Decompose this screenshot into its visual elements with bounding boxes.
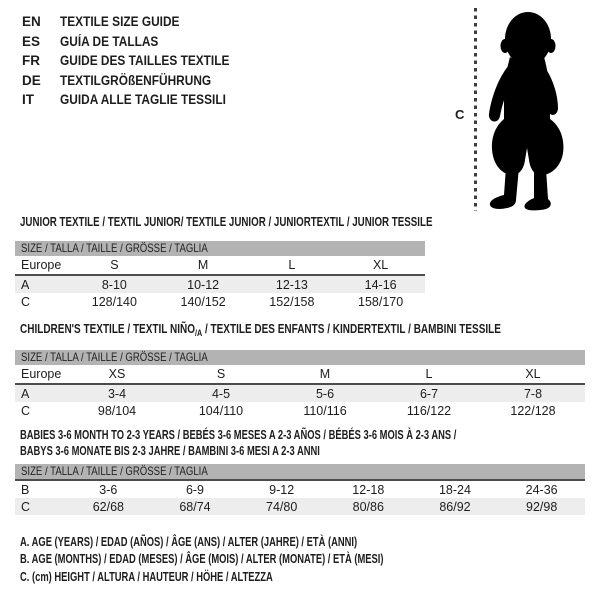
lang-code: DE [22,72,41,88]
cell: 152/158 [269,294,315,309]
column-header-row [15,256,425,275]
cell: 6-7 [377,384,481,402]
cell: 7-8 [481,384,585,402]
row-label: A [15,275,70,293]
table-row-a [15,275,425,293]
lang-label: GUIDA ALLE TAGLIE TESSILI [60,92,226,107]
col-size: XL [481,365,585,384]
cell: 9-12 [269,482,295,497]
cell: 68/74 [152,498,239,515]
childrens-size-table [15,350,585,419]
junior-size-table [15,241,425,310]
legend-footnotes [20,534,505,586]
cell: 158/170 [358,294,404,309]
cell: 3-4 [65,384,169,402]
cell: 62/68 [65,498,152,515]
height-measure-label: C [455,107,465,122]
size-header-label: SIZE / TALLA / TAILLE / GRÖSSE / TAGLIA [21,464,208,478]
col-size: XL [336,256,425,275]
lang-label: GUIDE DES TAILLES TEXTILE [60,53,230,68]
row-label: C [21,403,31,418]
babies-table-title: BABIES 3-6 MONTH TO 2-3 YEARS / BEBÉS 3-6 MESES A 2-3 AÑOS / BÉBÉS 3-6 MOIS À 2-3 ANS / BABYS 3-6 MONATE BIS 2-3 JAHRE / BAMBINI 3-6 MESI A 2-3 ANNI [20,428,457,458]
col-europe: Europe [15,365,65,384]
row-label: C [15,498,65,515]
col-size: L [377,365,481,384]
cell: 6-9 [185,482,205,497]
title-subscript: /A [194,328,203,338]
cell: 86/92 [412,498,499,515]
footnote-a: A. AGE (YEARS) / EDAD (AÑOS) / ÂGE (ANS) / ALTER (JAHRE) / ETÀ (ANNI) [20,535,358,549]
lang-code: EN [22,14,41,29]
size-header-bar [15,464,585,480]
table-row-b [15,480,585,498]
col-size: XS [65,365,169,384]
cell: 4-5 [169,384,273,402]
size-header-bar [15,350,585,365]
column-header-row [15,365,585,384]
table-row-a [15,384,585,402]
col-size: M [273,365,377,384]
lang-code: ES [22,33,41,49]
cell: 122/128 [510,403,556,418]
col-size: L [248,256,337,275]
language-header [22,12,253,110]
lang-row-en [22,12,253,32]
babies-size-table [15,464,585,515]
junior-table-title: JUNIOR TEXTILE / TEXTIL JUNIOR/ TEXTILE JUNIOR / JUNIORTEXTIL / JUNIOR TESSILE [20,214,433,229]
table-row-c [15,402,585,419]
lang-row-de [22,71,253,91]
cell: 18-24 [438,482,471,497]
cell: 110/116 [303,403,347,418]
lang-row-es [22,32,253,52]
row-label: A [15,384,65,402]
cell: 98/104 [97,403,137,418]
col-europe: Europe [15,256,70,275]
lang-label: TEXTILGRÖßENFÜHRUNG [60,72,212,88]
toddler-silhouette-icon [482,9,574,211]
size-header-label: SIZE / TALLA / TAILLE / GRÖSSE / TAGLIA [21,241,208,255]
table-row-c [15,498,585,515]
cell: 12-18 [352,482,385,497]
cell: 14-16 [336,275,425,293]
lang-label: GUÍA DE TALLAS [60,33,159,49]
lang-code: FR [22,53,40,68]
size-header-label: SIZE / TALLA / TAILLE / GRÖSSE / TAGLIA [21,350,208,364]
footnote-b: B. AGE (MONTHS) / EDAD (MESES) / ÂGE (MOIS) / ALTER (MONATE) / ETÀ (MESI) [20,552,384,567]
cell: 5-6 [273,384,377,402]
footnote-c: C. (cm) HEIGHT / ALTURA / HAUTEUR / HÖHE / ALTEZZA [20,569,273,584]
cell: 3-6 [99,482,118,497]
cell: 116/122 [406,403,452,418]
childrens-table-title: CHILDREN'S TEXTILE / TEXTIL $NIÑO_{/A}$ / TEXTILE DES ENFANTS / KINDERTEXTIL / BAMBINI TESSILE [20,322,501,338]
height-dashed-line [474,8,477,211]
col-size: S [70,256,159,275]
cell: 80/86 [325,498,412,515]
lang-code: IT [22,92,34,107]
lang-row-fr [22,51,253,71]
cell: 104/110 [198,403,244,418]
cell: 8-10 [70,275,159,293]
lang-row-it [22,90,253,110]
col-size: M [159,256,248,275]
cell: 24-36 [525,482,558,497]
lang-label: TEXTILE SIZE GUIDE [60,14,180,29]
row-label: B [21,482,30,497]
cell: 140/152 [180,294,226,309]
row-label: C [21,294,31,309]
size-header-bar [15,241,425,256]
cell: 92/98 [498,498,585,515]
table-row-c [15,293,425,310]
cell: 128/140 [91,294,137,309]
col-size: S [169,365,273,384]
cell: 74/80 [238,498,325,515]
cell: 10-12 [159,275,248,293]
cell: 12-13 [248,275,337,293]
